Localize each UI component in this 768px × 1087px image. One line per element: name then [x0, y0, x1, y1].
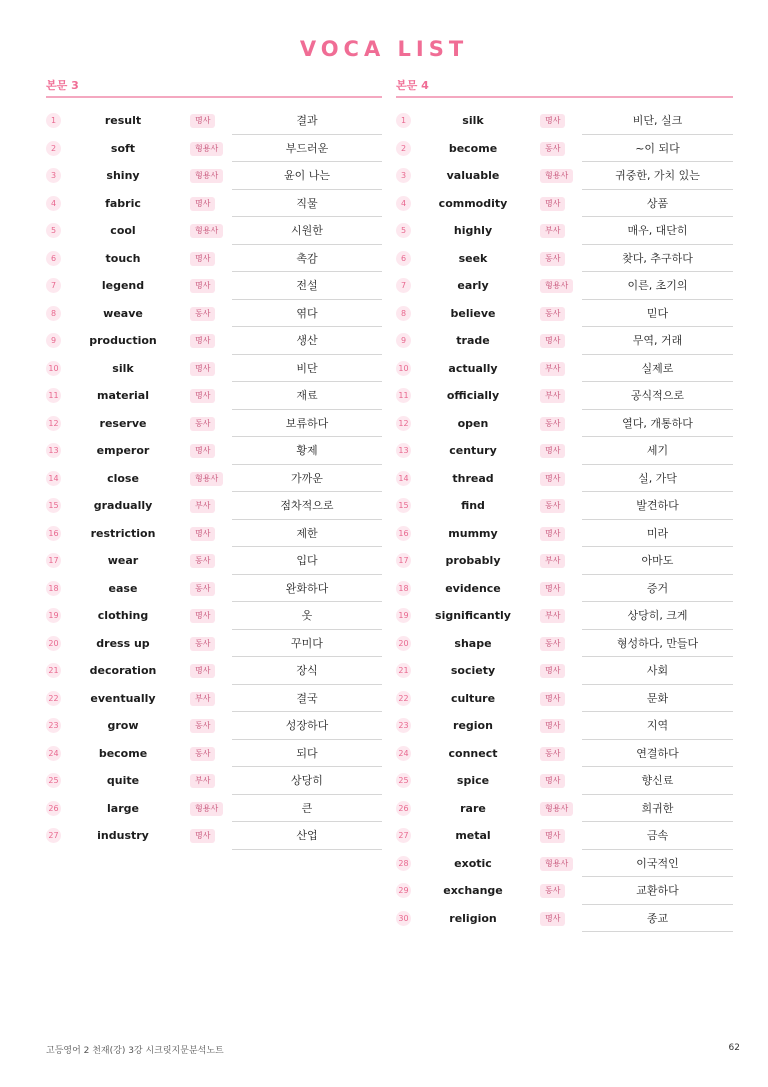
- row-number: 8: [396, 306, 411, 321]
- row-number: 18: [396, 581, 411, 596]
- word-meaning: 시원한: [232, 217, 382, 245]
- vocab-word: thread: [452, 471, 494, 485]
- row-number: 24: [46, 746, 61, 761]
- vocab-row: [396, 217, 733, 245]
- footer-book-title: 고등영어 2 천재(강) 3강 시크릿지문분석노트: [46, 1046, 224, 1056]
- part-of-speech-badge: 명사: [540, 197, 565, 211]
- vocab-row: [46, 162, 382, 190]
- row-number: 17: [396, 553, 411, 568]
- row-number: 12: [46, 416, 61, 431]
- word-meaning: 실제로: [582, 355, 733, 383]
- row-number: 9: [46, 333, 61, 348]
- word-meaning: 사회: [582, 657, 733, 685]
- word-meaning: 상품: [582, 190, 733, 218]
- vocab-row: [396, 465, 733, 493]
- row-number: 2: [396, 141, 411, 156]
- vocab-row: [396, 767, 733, 795]
- part-of-speech-badge: 동사: [540, 142, 565, 156]
- vocab-word: commodity: [438, 196, 508, 210]
- vocab-row: [396, 520, 733, 548]
- part-of-speech-badge: 동사: [190, 747, 215, 761]
- part-of-speech-badge: 명사: [190, 829, 215, 843]
- word-meaning: 이른, 초기의: [582, 272, 733, 300]
- vocab-word: society: [450, 664, 496, 677]
- vocab-row: [396, 740, 733, 768]
- row-number: 7: [46, 278, 61, 293]
- word-meaning: 열다, 개통하다: [582, 410, 733, 438]
- vocab-row: [46, 245, 382, 273]
- vocab-row: [46, 410, 382, 438]
- vocab-row: [46, 740, 382, 768]
- part-of-speech-badge: 형용사: [190, 142, 223, 156]
- row-number: 27: [396, 828, 411, 843]
- part-of-speech-badge: 명사: [190, 527, 215, 541]
- part-of-speech-badge: 명사: [190, 609, 215, 623]
- vocab-row: [396, 877, 733, 905]
- word-meaning: 황제: [232, 437, 382, 465]
- vocab-word: mummy: [448, 526, 498, 540]
- part-of-speech-badge: 명사: [540, 444, 565, 458]
- row-number: 1: [46, 113, 61, 128]
- section-divider: [46, 96, 382, 98]
- row-number: 6: [396, 251, 411, 266]
- part-of-speech-badge: 명사: [540, 774, 565, 788]
- vocab-row: [46, 465, 382, 493]
- word-meaning: 큰: [232, 795, 382, 823]
- vocab-row: [46, 657, 382, 685]
- vocab-word: early: [457, 279, 489, 292]
- row-number: 13: [396, 443, 411, 458]
- section-heading: 본문 4: [396, 79, 429, 92]
- row-number: 19: [46, 608, 61, 623]
- row-number: 11: [396, 388, 411, 403]
- word-meaning: 문화: [582, 685, 733, 713]
- word-meaning: 부드러운: [232, 135, 382, 163]
- vocab-row: [46, 190, 382, 218]
- part-of-speech-badge: 명사: [540, 664, 565, 678]
- part-of-speech-badge: 명사: [540, 719, 565, 733]
- word-meaning: 옷: [232, 602, 382, 630]
- vocab-word: metal: [455, 829, 491, 842]
- vocab-row: [396, 712, 733, 740]
- vocab-row: [46, 575, 382, 603]
- vocab-word: probably: [445, 554, 501, 567]
- vocab-row: [46, 300, 382, 328]
- word-meaning: 미라: [582, 520, 733, 548]
- part-of-speech-badge: 부사: [540, 362, 565, 376]
- part-of-speech-badge: 형용사: [540, 169, 573, 183]
- vocab-row: [396, 850, 733, 878]
- part-of-speech-badge: 명사: [540, 692, 565, 706]
- row-number: 3: [46, 168, 61, 183]
- part-of-speech-badge: 동사: [190, 554, 215, 568]
- row-number: 21: [396, 663, 411, 678]
- row-number: 10: [46, 361, 61, 376]
- vocab-row: [46, 795, 382, 823]
- part-of-speech-badge: 동사: [540, 252, 565, 266]
- word-meaning: 상당히: [232, 767, 382, 795]
- vocab-row: [46, 602, 382, 630]
- vocab-word: connect: [448, 746, 498, 760]
- row-number: 23: [396, 718, 411, 733]
- word-meaning: 가까운: [232, 465, 382, 493]
- part-of-speech-badge: 명사: [540, 582, 565, 596]
- vocab-word: weave: [103, 306, 143, 320]
- word-meaning: 증거: [582, 575, 733, 603]
- vocab-row: [396, 410, 733, 438]
- vocab-word: decoration: [89, 664, 157, 677]
- row-number: 15: [396, 498, 411, 513]
- vocab-row: [396, 272, 733, 300]
- word-meaning: 이국적인: [582, 850, 733, 878]
- part-of-speech-badge: 명사: [190, 664, 215, 678]
- row-number: 10: [396, 361, 411, 376]
- vocab-row: [46, 382, 382, 410]
- row-number: 23: [46, 718, 61, 733]
- row-number: 8: [46, 306, 61, 321]
- vocab-row: [396, 437, 733, 465]
- part-of-speech-badge: 명사: [190, 444, 215, 458]
- word-meaning: 성장하다: [232, 712, 382, 740]
- word-meaning: 윤이 나는: [232, 162, 382, 190]
- vocab-word: rare: [460, 801, 486, 815]
- vocab-row: [46, 327, 382, 355]
- row-number: 18: [46, 581, 61, 596]
- vocab-word: fabric: [105, 196, 141, 210]
- row-number: 22: [46, 691, 61, 706]
- vocab-row: [396, 685, 733, 713]
- vocab-row: [396, 107, 733, 135]
- part-of-speech-badge: 명사: [540, 472, 565, 486]
- page-number: 62: [728, 1043, 740, 1053]
- word-meaning: 형성하다, 만들다: [582, 630, 733, 658]
- vocab-list: [396, 107, 733, 932]
- vocab-word: century: [449, 444, 497, 457]
- word-meaning: 매우, 대단히: [582, 217, 733, 245]
- vocab-word: production: [89, 334, 157, 347]
- row-number: 20: [396, 636, 411, 651]
- vocab-word: emperor: [96, 444, 150, 457]
- vocab-row: [46, 355, 382, 383]
- part-of-speech-badge: 동사: [190, 417, 215, 431]
- section-bonmun-4: [396, 78, 733, 932]
- row-number: 30: [396, 911, 411, 926]
- vocab-word: seek: [458, 251, 488, 265]
- row-number: 14: [46, 471, 61, 486]
- vocab-word: believe: [450, 306, 496, 320]
- vocab-word: actually: [448, 361, 498, 375]
- part-of-speech-badge: 형용사: [540, 802, 573, 816]
- word-meaning: 상당히, 크게: [582, 602, 733, 630]
- vocab-word: clothing: [97, 609, 149, 622]
- word-meaning: 세기: [582, 437, 733, 465]
- part-of-speech-badge: 동사: [540, 307, 565, 321]
- row-number: 21: [46, 663, 61, 678]
- row-number: 13: [46, 443, 61, 458]
- vocab-row: [46, 107, 382, 135]
- vocab-word: touch: [105, 251, 141, 265]
- word-meaning: 지역: [582, 712, 733, 740]
- word-meaning: 보류하다: [232, 410, 382, 438]
- vocab-word: region: [453, 719, 493, 732]
- word-meaning: 엮다: [232, 300, 382, 328]
- vocab-word: become: [448, 141, 498, 155]
- part-of-speech-badge: 명사: [190, 114, 215, 128]
- row-number: 6: [46, 251, 61, 266]
- row-number: 14: [396, 471, 411, 486]
- word-meaning: 종교: [582, 905, 733, 933]
- vocab-row: [396, 245, 733, 273]
- word-meaning: 재료: [232, 382, 382, 410]
- word-meaning: 믿다: [582, 300, 733, 328]
- word-meaning: ~이 되다: [582, 135, 733, 163]
- row-number: 25: [46, 773, 61, 788]
- row-number: 29: [396, 883, 411, 898]
- word-meaning: 교환하다: [582, 877, 733, 905]
- vocab-row: [46, 630, 382, 658]
- vocab-row: [46, 437, 382, 465]
- row-number: 11: [46, 388, 61, 403]
- vocab-row: [46, 135, 382, 163]
- word-meaning: 공식적으로: [582, 382, 733, 410]
- row-number: 22: [396, 691, 411, 706]
- word-meaning: 산업: [232, 822, 382, 850]
- part-of-speech-badge: 명사: [190, 252, 215, 266]
- part-of-speech-badge: 명사: [540, 334, 565, 348]
- word-meaning: 되다: [232, 740, 382, 768]
- part-of-speech-badge: 부사: [190, 774, 215, 788]
- row-number: 25: [396, 773, 411, 788]
- vocab-row: [396, 355, 733, 383]
- part-of-speech-badge: 명사: [190, 334, 215, 348]
- vocab-row: [46, 272, 382, 300]
- section-bonmun-3: [46, 78, 382, 850]
- row-number: 3: [396, 168, 411, 183]
- row-number: 4: [46, 196, 61, 211]
- part-of-speech-badge: 형용사: [540, 857, 573, 871]
- row-number: 26: [396, 801, 411, 816]
- word-meaning: 연결하다: [582, 740, 733, 768]
- row-number: 5: [46, 223, 61, 238]
- row-number: 24: [396, 746, 411, 761]
- word-meaning: 귀중한, 가치 있는: [582, 162, 733, 190]
- vocab-word: find: [461, 499, 485, 512]
- word-meaning: 결국: [232, 685, 382, 713]
- row-number: 26: [46, 801, 61, 816]
- vocab-word: ease: [108, 581, 138, 595]
- vocab-word: grow: [107, 719, 139, 732]
- part-of-speech-badge: 동사: [190, 719, 215, 733]
- vocab-word: culture: [450, 691, 496, 705]
- vocab-row: [46, 492, 382, 520]
- row-number: 9: [396, 333, 411, 348]
- vocab-word: evidence: [445, 581, 501, 595]
- vocab-word: trade: [456, 334, 490, 347]
- part-of-speech-badge: 명사: [190, 389, 215, 403]
- section-heading: 본문 3: [46, 79, 79, 92]
- vocab-word: soft: [110, 141, 136, 155]
- part-of-speech-badge: 명사: [190, 279, 215, 293]
- word-meaning: 아마도: [582, 547, 733, 575]
- vocab-row: [396, 630, 733, 658]
- part-of-speech-badge: 동사: [190, 582, 215, 596]
- vocab-word: significantly: [435, 609, 511, 622]
- vocab-word: exotic: [454, 856, 492, 870]
- vocab-word: restriction: [90, 526, 156, 540]
- word-meaning: 결과: [232, 107, 382, 135]
- vocab-row: [396, 382, 733, 410]
- vocab-word: exchange: [443, 884, 503, 897]
- vocab-word: officially: [446, 389, 500, 402]
- row-number: 20: [46, 636, 61, 651]
- part-of-speech-badge: 동사: [540, 499, 565, 513]
- word-meaning: 장식: [232, 657, 382, 685]
- word-meaning: 입다: [232, 547, 382, 575]
- vocab-row: [396, 162, 733, 190]
- word-meaning: 직물: [232, 190, 382, 218]
- vocab-word: reserve: [99, 416, 147, 430]
- vocab-word: become: [98, 746, 148, 760]
- row-number: 5: [396, 223, 411, 238]
- vocab-word: wear: [107, 554, 139, 567]
- part-of-speech-badge: 동사: [540, 637, 565, 651]
- vocab-word: valuable: [446, 169, 500, 182]
- part-of-speech-badge: 동사: [540, 417, 565, 431]
- vocab-row: [46, 767, 382, 795]
- vocab-word: religion: [449, 911, 497, 925]
- vocab-word: open: [457, 416, 489, 430]
- part-of-speech-badge: 부사: [540, 609, 565, 623]
- vocab-word: result: [104, 114, 142, 127]
- vocab-row: [46, 822, 382, 850]
- word-meaning: 생산: [232, 327, 382, 355]
- part-of-speech-badge: 명사: [190, 197, 215, 211]
- part-of-speech-badge: 명사: [540, 527, 565, 541]
- part-of-speech-badge: 명사: [540, 829, 565, 843]
- vocab-row: [396, 602, 733, 630]
- part-of-speech-badge: 형용사: [190, 224, 223, 238]
- vocab-word: highly: [453, 224, 493, 237]
- word-meaning: 비단: [232, 355, 382, 383]
- vocab-word: large: [107, 801, 139, 815]
- word-meaning: 향신료: [582, 767, 733, 795]
- vocab-row: [396, 575, 733, 603]
- row-number: 7: [396, 278, 411, 293]
- part-of-speech-badge: 형용사: [190, 802, 223, 816]
- section-divider: [396, 96, 733, 98]
- word-meaning: 발견하다: [582, 492, 733, 520]
- part-of-speech-badge: 명사: [540, 912, 565, 926]
- row-number: 17: [46, 553, 61, 568]
- vocab-word: spice: [456, 774, 490, 787]
- vocab-word: eventually: [90, 691, 156, 705]
- vocab-row: [396, 135, 733, 163]
- vocab-row: [46, 547, 382, 575]
- row-number: 12: [396, 416, 411, 431]
- vocab-word: industry: [97, 829, 149, 842]
- vocab-row: [46, 685, 382, 713]
- vocab-row: [396, 822, 733, 850]
- vocab-row: [396, 547, 733, 575]
- row-number: 19: [396, 608, 411, 623]
- vocab-row: [396, 657, 733, 685]
- page-title: VOCA LIST: [299, 37, 469, 61]
- vocab-word: dress up: [96, 636, 150, 650]
- row-number: 15: [46, 498, 61, 513]
- row-number: 16: [396, 526, 411, 541]
- vocab-row: [396, 327, 733, 355]
- vocab-word: silk: [112, 361, 134, 375]
- word-meaning: 비단, 실크: [582, 107, 733, 135]
- vocab-row: [46, 217, 382, 245]
- word-meaning: 꾸미다: [232, 630, 382, 658]
- part-of-speech-badge: 형용사: [190, 472, 223, 486]
- part-of-speech-badge: 부사: [540, 554, 565, 568]
- word-meaning: 전설: [232, 272, 382, 300]
- word-meaning: 완화하다: [232, 575, 382, 603]
- vocab-word: cool: [110, 224, 136, 237]
- vocab-word: shiny: [106, 169, 140, 182]
- vocab-word: silk: [462, 114, 484, 127]
- word-meaning: 희귀한: [582, 795, 733, 823]
- part-of-speech-badge: 부사: [540, 224, 565, 238]
- word-meaning: 금속: [582, 822, 733, 850]
- part-of-speech-badge: 동사: [540, 884, 565, 898]
- vocab-word: quite: [106, 774, 140, 787]
- word-meaning: 무역, 거래: [582, 327, 733, 355]
- part-of-speech-badge: 명사: [540, 114, 565, 128]
- vocab-row: [46, 520, 382, 548]
- word-meaning: 점차적으로: [232, 492, 382, 520]
- word-meaning: 찾다, 추구하다: [582, 245, 733, 273]
- row-number: 4: [396, 196, 411, 211]
- part-of-speech-badge: 부사: [190, 499, 215, 513]
- vocab-row: [396, 190, 733, 218]
- vocab-list: [46, 107, 382, 850]
- part-of-speech-badge: 명사: [190, 362, 215, 376]
- vocab-word: shape: [454, 636, 492, 650]
- row-number: 28: [396, 856, 411, 871]
- vocab-row: [396, 795, 733, 823]
- vocab-word: gradually: [93, 499, 153, 512]
- row-number: 27: [46, 828, 61, 843]
- vocab-row: [46, 712, 382, 740]
- part-of-speech-badge: 동사: [190, 637, 215, 651]
- part-of-speech-badge: 부사: [540, 389, 565, 403]
- vocab-word: material: [97, 389, 149, 402]
- word-meaning: 제한: [232, 520, 382, 548]
- word-meaning: 촉감: [232, 245, 382, 273]
- part-of-speech-badge: 동사: [540, 747, 565, 761]
- vocab-word: close: [107, 471, 139, 485]
- row-number: 16: [46, 526, 61, 541]
- part-of-speech-badge: 형용사: [190, 169, 223, 183]
- part-of-speech-badge: 동사: [190, 307, 215, 321]
- vocab-row: [396, 300, 733, 328]
- vocab-word: legend: [101, 279, 145, 292]
- row-number: 2: [46, 141, 61, 156]
- vocab-row: [396, 492, 733, 520]
- part-of-speech-badge: 부사: [190, 692, 215, 706]
- row-number: 1: [396, 113, 411, 128]
- part-of-speech-badge: 형용사: [540, 279, 573, 293]
- vocab-row: [396, 905, 733, 933]
- word-meaning: 실, 가닥: [582, 465, 733, 493]
